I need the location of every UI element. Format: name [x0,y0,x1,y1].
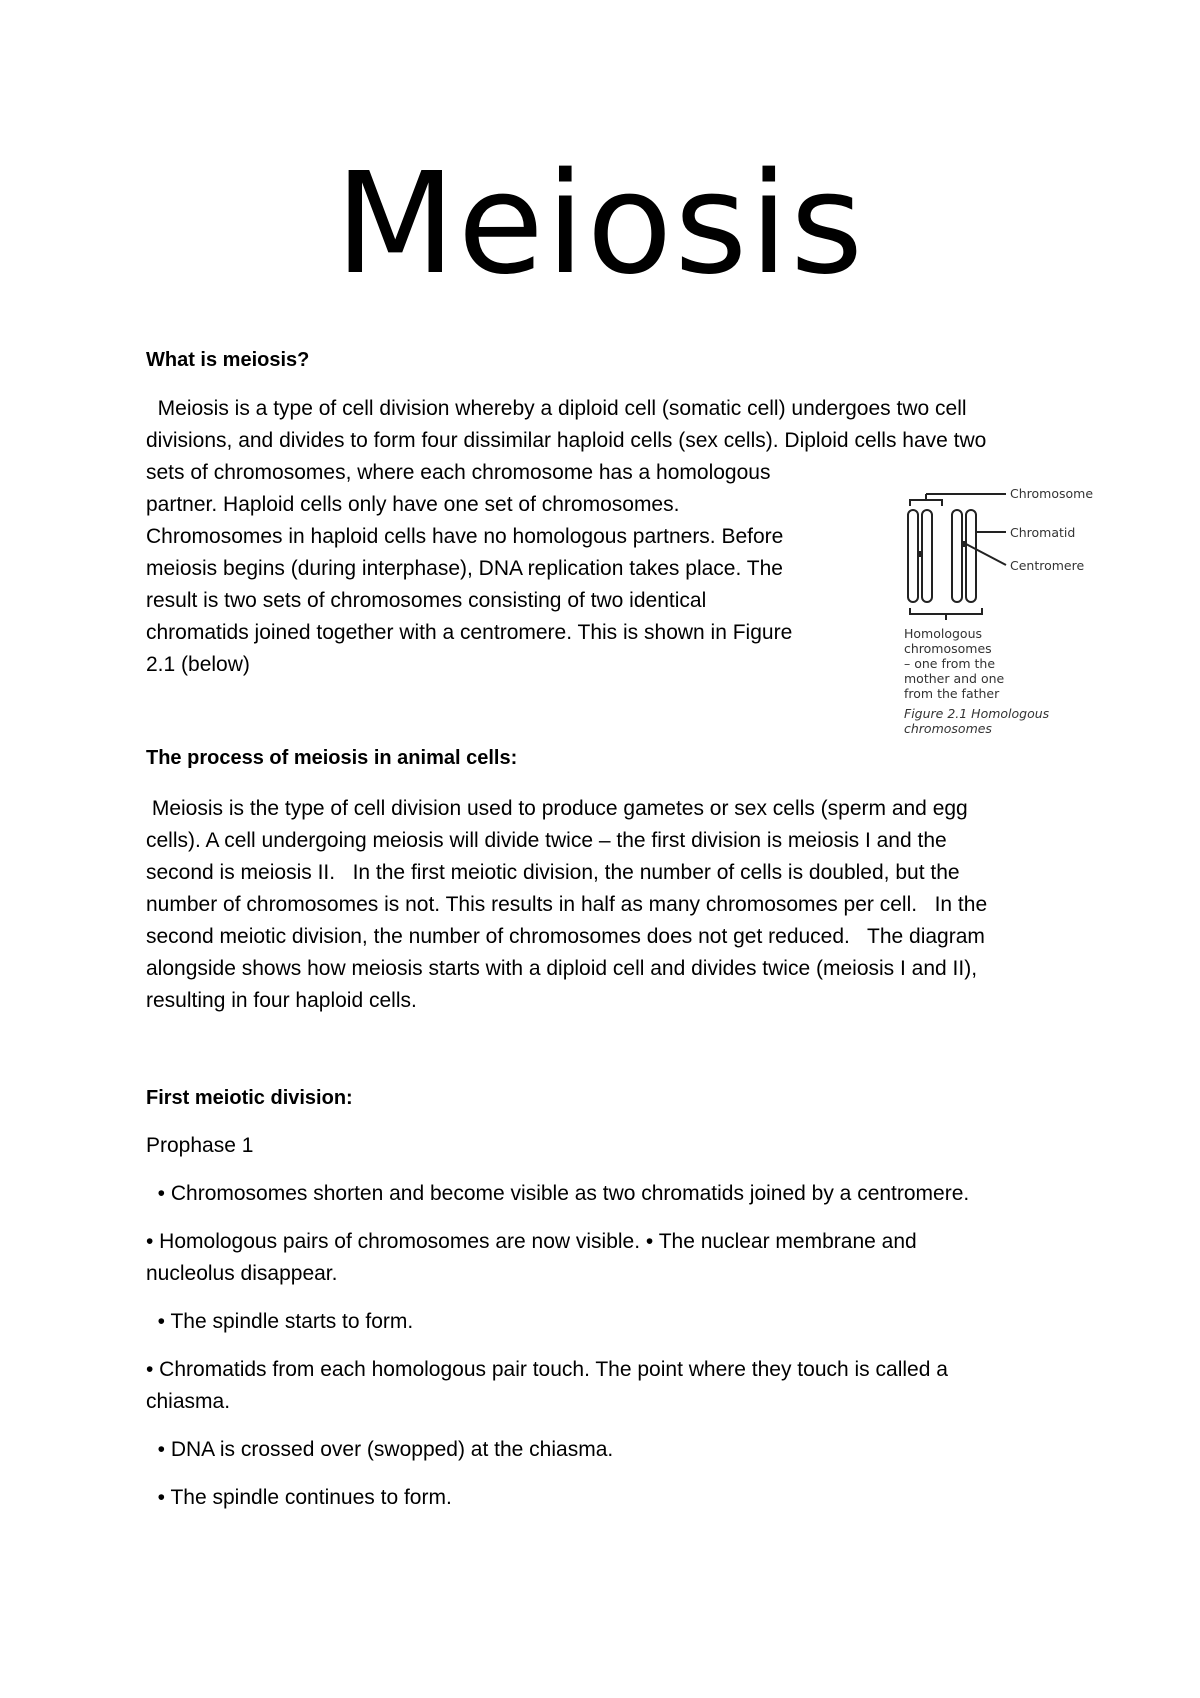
list-item: • The spindle continues to form. [146,1486,452,1509]
chromatid-right-b [966,510,976,602]
paragraph-line: result is two sets of chromosomes consisting of two identical [146,589,707,612]
paragraph-line: cells). A cell undergoing meiosis will divide twice – the first division is meiosis I and the [146,829,947,852]
chromatid-right-a [952,510,962,602]
chromatid-left-b [922,510,932,602]
list-item: • DNA is crossed over (swopped) at the chiasma. [146,1438,614,1461]
list-item: • Homologous pairs of chromosomes are now visible. • The nuclear membrane and nucleolus disappear. [146,1230,917,1285]
centromere-leader-line [966,544,1006,565]
list-item: • Chromosomes shorten and become visible as two chromatids joined by a centromere. [146,1182,970,1205]
paragraph-line: Meiosis is the type of cell division used to produce gametes or sex cells (sperm and egg [146,797,968,820]
paragraph-line: resulting in four haploid cells. [146,989,417,1012]
paragraph-line: Meiosis is a type of cell division whereby a diploid cell (somatic cell) undergoes two cell [146,397,967,420]
paragraph-line: Chromosomes in haploid cells have no homologous partners. Before [146,525,784,548]
section-heading-what-is-meiosis: What is meiosis? [146,349,310,371]
label-centromere: Centromere [1010,558,1085,573]
paragraph-line: second is meiosis II. In the first meiotic division, the number of cells is doubled, but the [146,861,960,884]
paragraph-line: number of chromosomes is not. This results in half as many chromosomes per cell. In the [146,893,988,916]
paragraph-line: partner. Haploid cells only have one set of chromosomes. [146,493,680,516]
list-item: • The spindle starts to form. [146,1310,414,1333]
paragraph-line: second meiotic division, the number of chromosomes does not get reduced. The diagram [146,925,985,948]
figure-caption: Figure 2.1 Homologous [904,706,1050,721]
label-homologous: chromosomes [904,641,992,656]
homologous-bracket [910,608,982,614]
label-homologous: mother and one [904,671,1005,686]
label-chromatid: Chromatid [1010,525,1076,540]
paragraph-line: meiosis begins (during interphase), DNA replication takes place. The [146,557,783,580]
label-homologous: from the father [904,686,1000,701]
paragraph-line: divisions, and divides to form four dissimilar haploid cells (sex cells). Diploid cells have two [146,429,987,452]
chromosome-diagram [896,480,1106,620]
page-title: Meiosis [334,143,866,306]
section-heading-first-meiotic-division: First meiotic division: [146,1087,353,1109]
label-homologous: – one from the [904,656,996,671]
subheading-prophase-1: Prophase 1 [146,1134,254,1157]
label-chromosome: Chromosome [1010,486,1094,501]
paragraph-line: chromatids joined together with a centromere. This is shown in Figure [146,621,793,644]
list-item: • Chromatids from each homologous pair touch. The point where they touch is called a chiasma. [146,1358,948,1413]
chromatid-left-a [908,510,918,602]
section-heading-process-of-meiosis: The process of meiosis in animal cells: [146,747,518,769]
figure-caption: chromosomes [904,721,992,736]
paragraph-line: alongside shows how meiosis starts with a diploid cell and divides twice (meiosis I and II), [146,957,978,980]
figure-homologous-chromosomes [896,480,1106,760]
paragraph-line: 2.1 (below) [146,653,250,676]
chromosome-bracket [910,500,942,506]
paragraph-line: sets of chromosomes, where each chromosome has a homologous [146,461,771,484]
label-homologous: Homologous [904,626,983,641]
